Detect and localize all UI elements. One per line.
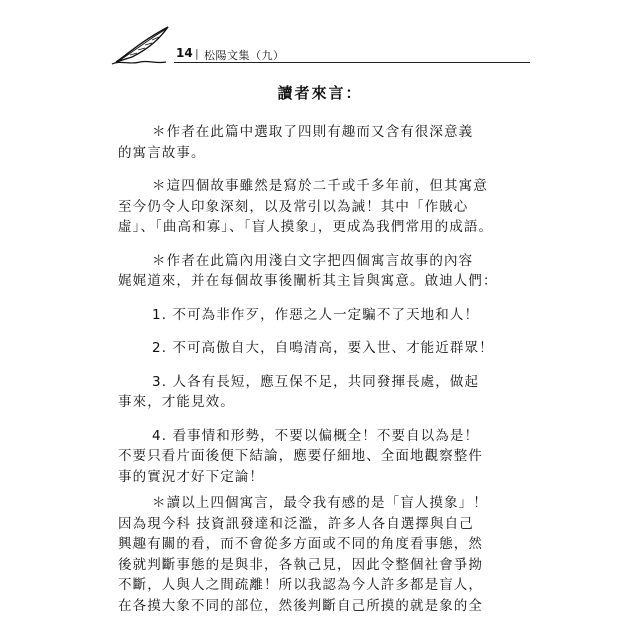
paragraph-2 [118, 176, 498, 238]
page-number: 14 [176, 46, 193, 60]
quill-pen-icon [110, 24, 180, 66]
text-line: 不斷，人與人之間疏離！所以我認為今人許多都是盲人， [118, 577, 483, 593]
text-line: 虛」、「曲高和寡」、「盲人摸象」，更成為我們常用的成語。 [118, 219, 494, 235]
paragraph-1 [118, 122, 498, 163]
text-line: ＊作者在此篇中選取了四則有趣而又含有很深意義 [152, 124, 474, 140]
header-separator: | [195, 47, 199, 60]
text-line: 娓娓道來，并在每個故事後闡析其主旨與寓意。啟迪人們： [118, 273, 498, 289]
text-line: ＊讀以上四個寓言，最令我有感的是「盲人摸象」！ [152, 495, 488, 511]
text-line: 事來，才能見效。 [118, 394, 235, 410]
text-line: 因為現今科 技資訊發達和泛濫，許多人各自選擇與自己 [118, 515, 474, 532]
running-book-title: 松陽文集（九） [204, 49, 285, 62]
text-line: 1. 不可為非作歹，作惡之人一定騙不了天地和人！ [152, 306, 480, 323]
text-line: 在各摸大象不同的部位，然後判斷自己所摸的就是象的全 [118, 597, 483, 614]
text-line: 事的實況才好下定論！ [118, 468, 264, 485]
body-text [118, 122, 498, 616]
text-line: 興趣有關的看，而不會從多方面或不同的角度看事態，然 [118, 536, 483, 552]
section-title: 讀者來言： [277, 84, 363, 102]
text-line: 4. 看事情和形勢，不要以偏概全！不要自以為是！ [152, 427, 480, 444]
text-line: 至今仍令人印象深刻，以及常引以為誡！其中「作賊心 [118, 198, 469, 215]
text-line: 3. 人各有長短，應互保不足，共同發揮長處，做起 [152, 373, 480, 390]
paragraph-3 [118, 251, 498, 292]
list-item-1 [118, 305, 498, 326]
text-line: ＊作者在此篇內用淺白文字把四個寓言故事的內容 [152, 252, 474, 269]
list-item-3 [118, 372, 498, 413]
text-line: 不要只看片面後便下結論，應要仔細地、全面地觀察整件 [118, 448, 483, 464]
text-line: 2. 不可高傲自大，自鳴清高，要入世、才能近群眾！ [152, 340, 494, 356]
list-item-2 [118, 338, 498, 359]
page-header [110, 24, 530, 66]
text-line: 的寓言故事。 [118, 144, 206, 161]
text-line: 後就判斷事態的是與非，各執己見，因此令整個社會爭拗 [118, 556, 483, 573]
text-line: ＊這四個故事雖然是寫於二千或千多年前，但其寓意 [152, 178, 488, 194]
list-item-4 [118, 426, 498, 488]
paragraph-4 [118, 493, 498, 616]
